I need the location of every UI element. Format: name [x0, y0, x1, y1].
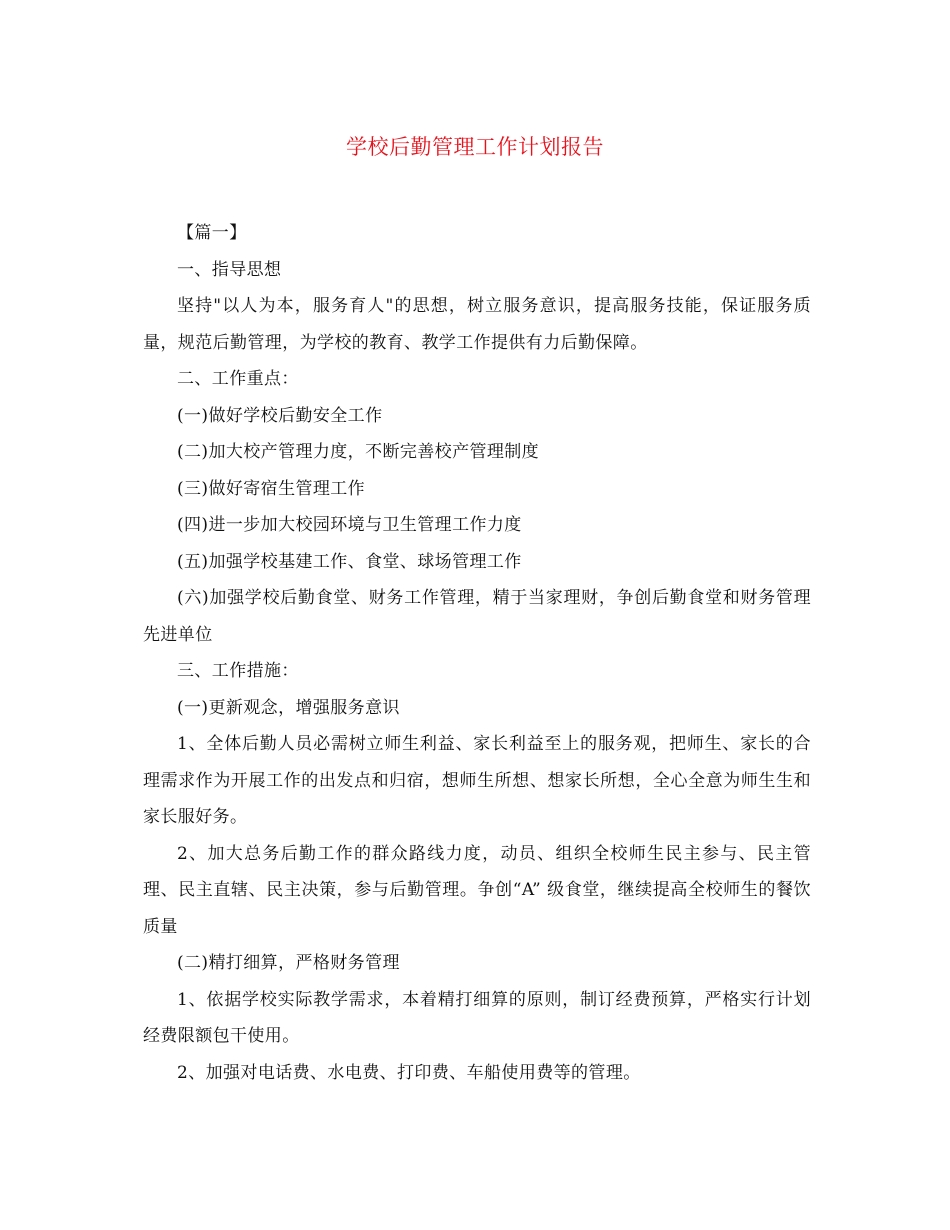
measure-paragraph-2-1: 1、依据学校实际教学需求，本着精打细算的原则，制订经费预算，严格实行计划经费限额包干使用。: [143, 989, 811, 1046]
heading-work-measures: 三、工作措施：: [177, 661, 299, 681]
focus-item-3: (三)做好寄宿生管理工作: [177, 478, 366, 499]
heading-guiding-ideology: 一、指导思想: [177, 259, 282, 280]
focus-item-1: (一)做好学校后勤安全工作: [177, 405, 383, 426]
focus-item-5: (五)加强学校基建工作、食堂、球场管理工作: [177, 551, 522, 572]
heading-work-focus: 二、工作重点：: [177, 369, 299, 389]
measure-paragraph-2-2: 2、加强对电话费、水电费、打印费、车船使用费等的管理。: [177, 1062, 641, 1083]
measure-subheading-1: (一)更新观念，增强服务意识: [177, 697, 400, 718]
section-label: 【篇一】: [177, 223, 247, 243]
document-title: 学校后勤管理工作计划报告: [346, 135, 604, 159]
measure-paragraph-1-1: 1、全体后勤人员必需树立师生利益、家长利益至上的服务观，把师生、家长的合理需求作为开展工作的出发点和归宿，想师生所想、想家长所想，全心全意为师生生和家长服好务。: [143, 734, 811, 827]
measure-subheading-2: (二)精打细算，严格财务管理: [177, 953, 400, 973]
focus-item-6: (六)加强学校后勤食堂、财务工作管理，精于当家理财，争创后勤食堂和财务管理先进单位: [143, 588, 811, 645]
document-body: [143, 215, 811, 1091]
measure-paragraph-1-2: 2、加大总务后勤工作的群众路线力度，动员、组织全校师生民主参与、民主管理、民主直辖、民主决策，参与后勤管理。争创“A” 级食堂，继续提高全校师生的餐饮质量: [143, 843, 811, 937]
focus-item-4: (四)进一步加大校园环境与卫生管理工作力度: [177, 515, 522, 535]
paragraph-guiding-ideology: 坚持"以人为本，服务育人"的思想，树立服务意识，提高服务技能，保证服务质量，规范后勤管理，为学校的教育、教学工作提供有力后勤保障。: [143, 296, 811, 353]
focus-item-2: (二)加大校产管理力度，不断完善校产管理制度: [177, 442, 540, 462]
